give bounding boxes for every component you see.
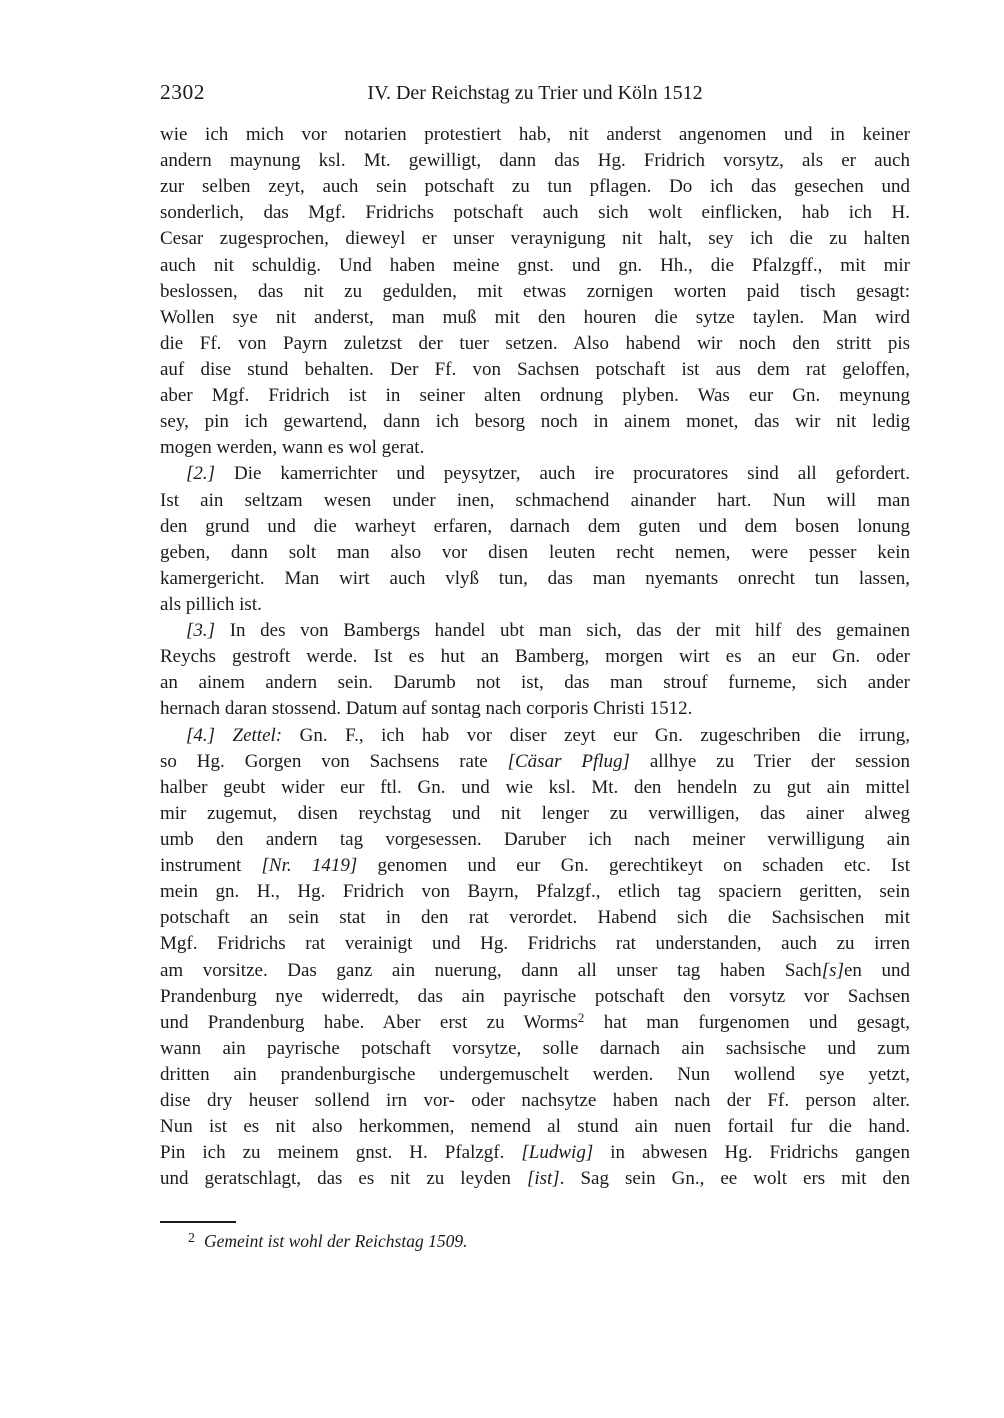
- text-line: potschaft an sein stat in den rat verordet. Habend sich die Sachsischen mit: [160, 907, 910, 929]
- running-header-title: IV. Der Reichstag zu Trier und Köln 1512: [367, 82, 703, 104]
- text-line: [4.] Zettel: Gn. F., ich hab vor diser zeyt eur Gn. zugeschriben die irrung,: [186, 724, 910, 746]
- text-line: als pillich ist.: [160, 593, 262, 615]
- text-line: [2.] Die kamerrichter und peysytzer, auch ire procuratores sind all gefordert.: [186, 463, 910, 485]
- footnote-text: Gemeint ist wohl der Reichstag 1509.: [204, 1231, 468, 1251]
- text-line: aber Mgf. Fridrich ist in seiner alten ordnung plyben. Was eur Gn. meynung: [160, 385, 910, 407]
- text-line: so Hg. Gorgen von Sachsens rate [Cäsar Pflug] allhye zu Trier der session: [160, 750, 910, 772]
- body-text: [160, 122, 910, 1192]
- text-line: und geratschlagt, das es nit zu leyden [ist]. Sag sein Gn., ee wolt ers mit den: [160, 1168, 910, 1190]
- text-line: Ist ain seltzam wesen under inen, schmachend ainander hart. Nun will man: [160, 489, 910, 511]
- editorial-insertion: [Nr. 1419]: [261, 855, 358, 877]
- paragraph: [160, 723, 910, 1193]
- text-line: Mgf. Fridrichs rat verainigt und Hg. Fridrichs rat understanden, auch zu irren: [160, 933, 910, 955]
- text-line: auch nit schuldig. Und haben meine gnst. und gn. Hh., die Pfalzgff., mit mir: [160, 254, 910, 276]
- footnote-marker: 2: [188, 1231, 195, 1247]
- editorial-insertion: [2.]: [186, 463, 216, 485]
- text-line: den grund und die warheyt erfaren, darnach dem guten und dem bosen lonung: [160, 515, 910, 537]
- text-line: Reychs gestroft werde. Ist es hut an Bamberg, morgen wirt es an eur Gn. oder: [160, 646, 910, 668]
- text-line: zur selben zeyt, auch sein potschaft zu tun pflagen. Do ich das gesechen und: [160, 176, 910, 198]
- text-line: halber geubt wider eur ftl. Gn. und wie ksl. Mt. den hendeln zu gut ain mittel: [160, 776, 910, 798]
- footnote-line: [160, 1229, 910, 1256]
- text-line: kamergericht. Man wirt auch vlyß tun, das man nyemants onrecht tun lassen,: [160, 567, 910, 589]
- footnote: [160, 1229, 910, 1256]
- text-line: Pin ich zu meinem gnst. H. Pfalzgf. [Ludwig] in abwesen Hg. Fridrichs gangen: [160, 1142, 910, 1164]
- editorial-insertion: [4.] Zettel:: [186, 724, 283, 746]
- text-line: sonderlich, das Mgf. Fridrichs potschaft auch sich wolt einflicken, hab ich H.: [160, 202, 910, 224]
- text-line: andern maynung ksl. Mt. gewilligt, dann das Hg. Fridrich vorsytz, als er auch: [160, 150, 910, 172]
- text-line: mein gn. H., Hg. Fridrich von Bayrn, Pfalzgf., etlich tag spaciern geritten, sein: [160, 881, 910, 903]
- page-number: 2302: [160, 80, 205, 104]
- text-line: sey, pin ich gewartend, dann ich besorg noch in ainem monet, das wir nit ledig: [160, 411, 910, 433]
- text-line: beslossen, das nit zu gedulden, mit etwas zornigen worten paid tisch gesagt:: [160, 280, 910, 302]
- text-line: am vorsitze. Das ganz ain nuerung, dann all unser tag haben Sach[s]en und: [160, 959, 910, 981]
- text-line: wann ain payrische potschaft vorsytze, solle darnach ain sachsische und zum: [160, 1037, 910, 1059]
- text-line: wie ich mich vor notarien protestiert hab, nit anderst angenomen und in keiner: [160, 124, 910, 145]
- text-line: umb den andern tag vorgesessen. Daruber ich nach meiner verwilligung ain: [160, 828, 910, 850]
- text-line: geben, dann solt man also vor disen leuten recht nemen, were pesser kein: [160, 541, 910, 563]
- text-line: auf dise stund behalten. Der Ff. von Sachsen potschaft ist aus dem rat geloffen,: [160, 358, 910, 380]
- text-line: Prandenburg nye widerredt, das ain payrische potschaft den vorsytz vor Sachsen: [160, 985, 910, 1007]
- running-header: [160, 80, 910, 106]
- footnote-rule: [160, 1221, 236, 1223]
- editorial-insertion: [Ludwig]: [521, 1142, 594, 1164]
- text-line: mir zugemut, disen reychstag und nit lenger zu verwilligen, das ainer alweg: [160, 802, 910, 824]
- paragraph: [160, 461, 910, 618]
- editorial-insertion: [3.]: [186, 620, 216, 642]
- paragraph: [160, 618, 910, 722]
- text-line: die Ff. von Payrn zuletzst der tuer setzen. Also habend wir noch den stritt pis: [160, 332, 910, 354]
- editorial-insertion: [s]: [821, 959, 844, 981]
- text-line: und Prandenburg habe. Aber erst zu Worms$^2$ hat man furgenomen und gesagt,: [160, 1009, 910, 1033]
- text-line: Nun ist es nit also herkommen, nemend al stund ain nuen fortail fur die hand.: [160, 1116, 910, 1138]
- paragraph: [160, 122, 910, 461]
- text-line: mogen werden, wann es wol gerat.: [160, 437, 425, 459]
- text-line: hernach daran stossend. Datum auf sontag nach corporis Christi 1512.: [160, 698, 693, 720]
- text-line: instrument [Nr. 1419] genomen und eur Gn. gerechtikeyt on schaden etc. Ist: [160, 855, 910, 877]
- text-line: [3.] In des von Bambergs handel ubt man sich, das der mit hilf des gemainen: [186, 620, 910, 642]
- editorial-insertion: [Cäsar Pflug]: [507, 750, 630, 772]
- text-line: Cesar zugesprochen, dieweyl er unser veraynigung nit halt, sey ich die zu halten: [160, 228, 910, 250]
- editorial-insertion: [ist]: [526, 1168, 560, 1190]
- text-line: Wollen sye nit anderst, man muß mit den houren die sytze taylen. Man wird: [160, 306, 910, 328]
- text-line: dise dry heuser sollend irn vor- oder nachsytze haben nach der Ff. person alter.: [160, 1090, 910, 1112]
- text-line: an ainem andern sein. Darumb not ist, das man strouf furneme, sich ander: [160, 672, 910, 694]
- footnote-reference: 2: [577, 1009, 585, 1025]
- text-line: dritten ain prandenburgische undergemuschelt werden. Nun wollend sye yetzt,: [160, 1063, 910, 1085]
